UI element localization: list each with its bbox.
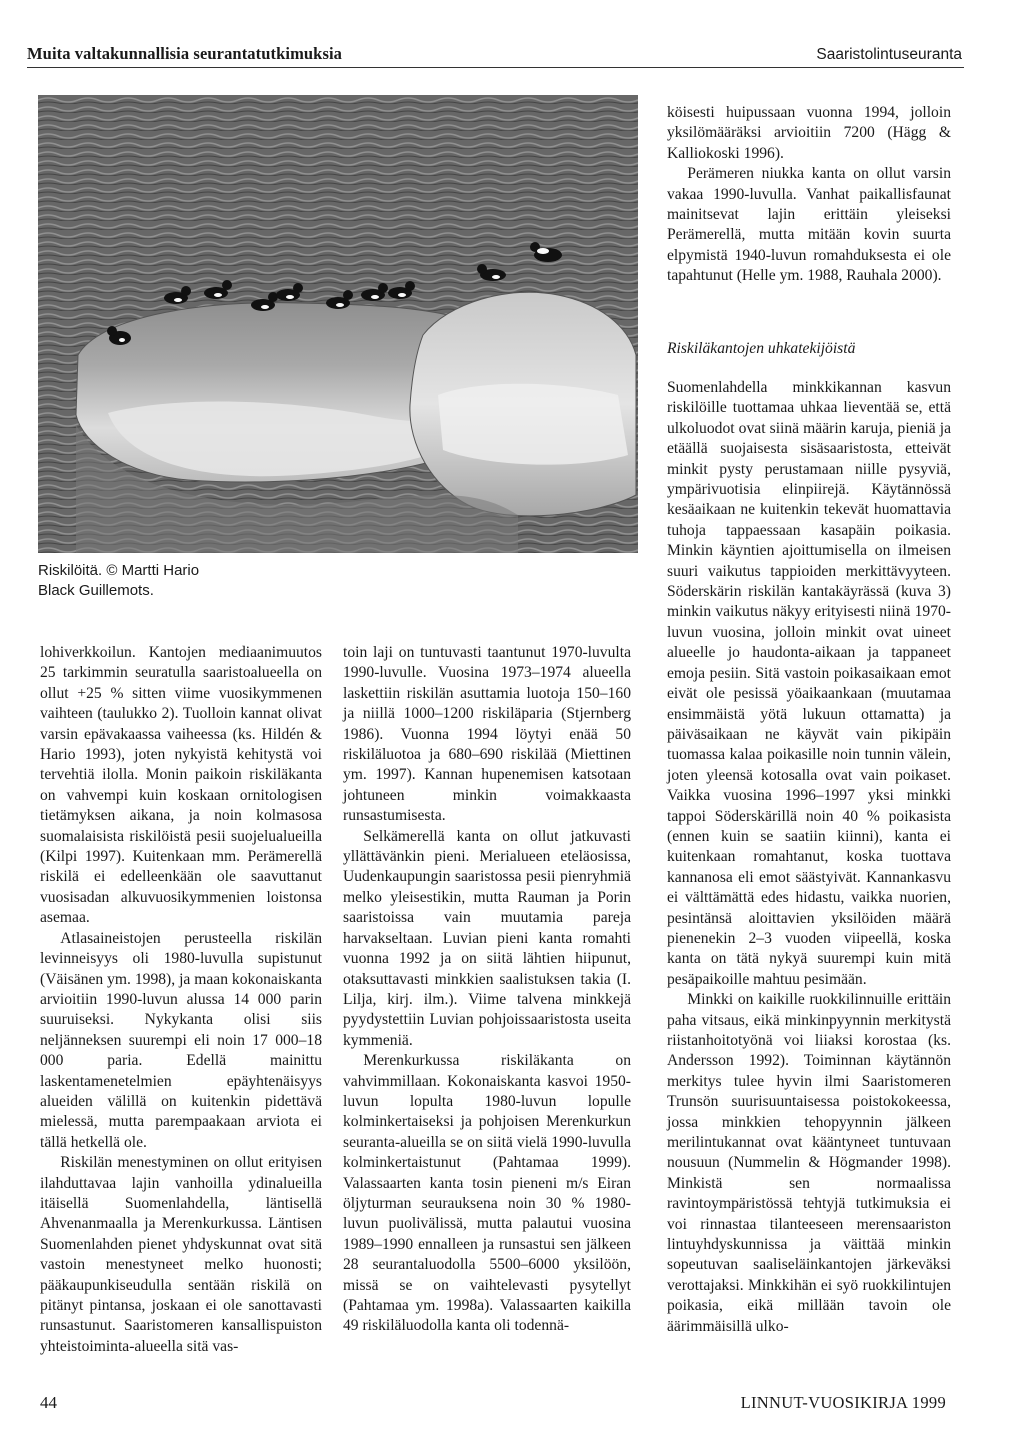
paragraph: Minkki on kaikille ruokkilinnuille erittäin paha vitsaus, eikä minkinpyynnin merkitystä riistanhoitotyönä voi liiaksi korostaa (ks. Andersson 1992). Toiminnan käytännön merkitys tulee hyvin ilmi Saaristomeren Trunsön suurisuuntaisessa poistokokeessa, jossa minkkien tehopyynnin jälkeen merilintukannat ovat kääntyneet tuntuvaan nousuun (Nummelin & Högmander 1998). Minkistä sen normaalissa ravintoympäristössä tehtyjä tutkimuksia ei voi rinnastaa tilanteeseen merensaariston lintuyhdyskunnissa ja väittää minkin sopeutuvan saaliseläinkantojen järkeväksi verottajaksi. Minkkihän ei syö ruokkilintujen poikasia, eikä millään tavoin ole äärimmäisillä ulko- xyxy=(667,991,951,1335)
caption-finnish: Riskilöitä. © Martti Hario xyxy=(38,562,200,579)
paragraph: Riskilän menestyminen on ollut erityisen ilahduttavaa lajin vanhoilla ydinalueilla itäisellä Suomenlahdella, läntisellä Ahvenanmaalla ja Merenkurkussa. Läntisen Suomenlahden pienet yhdyskunnat ovat sitä vastoin menestyneet melko huonosti; pääkaupunkiseudulla sentään riskilä on pitänyt pintansa, joskaan ei ole sanottavasti runsastunut. Saaristomeren kansallispuiston yhteistoiminta-alueella sitä vas- xyxy=(40,1154,322,1355)
text-column-3-top xyxy=(667,103,951,287)
text-column-3 xyxy=(667,378,951,1337)
running-header-title: Muita valtakunnallisia seurantatutkimuksia xyxy=(27,44,343,63)
paragraph: toin laji on tuntuvasti taantunut 1970-luvulta 1990-luvulle. Vuosina 1973–1974 alueella laskettiin riskilän asuttamia luotoja 150–160 ja niillä 1000–1200 riskiläparia (Stjernberg 1986). Vuonna 1994 löytyi enää 50 riskiläluotoa ja 680–690 riskilää (Miettinen ym. 1997). Kannan hupenemisen katsotaan johtuneen minkin voimakkaasta runsastumisesta. xyxy=(343,644,631,825)
text-column-2 xyxy=(343,643,631,1337)
running-header-section: Saaristolintuseuranta xyxy=(816,46,962,63)
paragraph: Atlasaineistojen perusteella riskilän levinneisyys oli 1980-luvulla supistunut (Väisänen ym. 1998), ja maan kokonaiskanta arvioitiin 1990-luvun alussa 14 000 parin suuruiseksi. Nykykanta olisi siis neljänneksen suurempi eli noin 17 000–18 000 paria. Edellä mainittu laskentamenetelmien epäyhtenäisyys alueiden välillä on kuitenkin pidettävä mielessä, mutta parempaakaan arviota ei tällä hetkellä ole. xyxy=(40,929,322,1151)
header-divider xyxy=(27,67,964,68)
publication-name: LINNUT-VUOSIKIRJA 1999 xyxy=(740,1393,946,1412)
black-guillemots-photo xyxy=(38,95,638,553)
paragraph: Suomenlahdella minkkikannan kasvun riskilöille tuottamaa uhkaa lieventää se, että ulkoluodot ovat siinä määrin karuja, pieniä ja etäällä suojaisesta sisäsaaristosta, etteivät minkit pysty perustamaan niille pysyviä, ympärivuotisia elinpiirejä. Käytännössä kesäaikaan ne kuitenkin tekevät huomattavia tuhoja tappaessaan kasapäin poikasia. Minkin käyntien ajoittumisella on ilmeisen suuri vaikutus tappioiden merkittävyyteen. Söderskärin riskilän kantakäyrässä (kuva 3) minkin vaikutus näkyy erityisesti niinä 1970-luvun vuosina, jolloin minkit ovat uineet alueelle jo haudonta-aikaan ja tappaneet emoja pesiin. Sitä vastoin poikasaikaan emot eivät ole pesissä yöaikaankaan (muutamaa ensimmäistä yötä lukuun ottamatta) ja päiväsaikaan ne käyvät vain pikipäin tuomassa kalaa poikasille noin tunnin välein, joten yleensä kotosalla ovat vain poikaset. Vaikka vuosina 1996–1997 yksi minkki tappoi Söderskärillä noin 40 % poikasista (ennen kuin se saatiin kiinni), kanta ei kuitenkaan romahtanut, koska tuottava kannanosa eli emot säästyivät. Kannankasvu ei välttämättä edes hidastu, vaikka nuorien, pesintänsä aloittavien yksilöiden määrä pienenekin 2–3 vuoden viipeellä, koska kanta on tätä nykyä suurempi kuin mitä pesäpaikoille mahtuu pesimään. xyxy=(667,379,951,988)
paragraph: köisesti huipussaan vuonna 1994, jolloin yksilömääräksi arvioitiin 7200 (Hägg & Kalliokoski 1996). xyxy=(667,104,951,162)
photo-caption xyxy=(38,561,338,601)
page-number: 44 xyxy=(40,1393,57,1412)
text-column-1 xyxy=(40,643,322,1357)
paragraph: Perämeren niukka kanta on ollut varsin vakaa 1990-luvulla. Vanhat paikallisfaunat mainitsevat lajin erittäin yleiseksi Perämerellä, mutta mitään kovin suurta elpymistä 1940-luvun romahduksesta ei ole tapahtunut (Helle ym. 1988, Rauhala 2000). xyxy=(667,165,951,285)
paragraph: Selkämerellä kanta on ollut jatkuvasti yllättävänkin pieni. Merialueen eteläosissa, Uudenkaupungin saaristossa pesii pienryhmiä melko yleisestikin, mutta Rauman ja Porin saaristoissa vain muutamia pareja harvakseltaan. Luvian pieni kanta romahti vuonna 1992 ja on siitä lähtien hiipunut, otaksuttavasti minkkien saalistuksen takia (I. Lilja, kirj. ilm.). Viime talvena minkkejä pyydystettiin Luvian pohjoissaaristosta useita kymmeniä. xyxy=(343,827,631,1049)
paragraph: Merenkurkussa riskiläkanta on vahvimmillaan. Kokonaiskanta kasvoi 1950-luvun lopulta 1980-luvun lopulle kolminkertaiseksi ja pohjoisen Merenkurkun seuranta-alueilla se on siitä vielä 1990-luvulla kolminkertaistunut (Pahtamaa 1999). Valassaarten kanta tosin pieneni m/s Eiran öljyturman seurauksena noin 30 % 1980-luvun puolivälissä, mutta palautui vuosina 1989–1990 ennalleen ja runsastui sen jälkeen 28 seurantaluodolla 5500–6000 yksilöön, missä se on vaihtelevasti pysytellyt (Pahtamaa ym. 1998a). Valassaarten kaikilla 49 riskiläluodolla kanta oli todennä- xyxy=(343,1052,631,1335)
paragraph: lohiverkkoilun. Kantojen mediaanimuutos 25 tarkimmin seuratulla saaristoalueella on ollut +25 % sitten viime vuosikymmenen vaihteen (taulukko 2). Tuolloin kannat olivat varsin epävakaassa vaiheessa (ks. Hildén & Hario 1993), joten nykyistä kehitystä voi tervehtiä ilolla. Monin paikoin riskiläkanta on vahvempi kuin koskaan ornitologisen tietämyksen aikana, ja noin kolmasosa suomalaisista riskilöistä pesii suojelualueilla (Kilpi 1997). Kuitenkaan mm. Perämerellä riskilä ei edelleenkään ole saavuttanut vuosisadan alkuvuosikymmenien loistonsa asemaa. xyxy=(40,644,322,927)
section-heading: Riskiläkantojen uhkatekijöistä xyxy=(667,340,856,357)
caption-english: Black Guillemots. xyxy=(38,582,154,599)
